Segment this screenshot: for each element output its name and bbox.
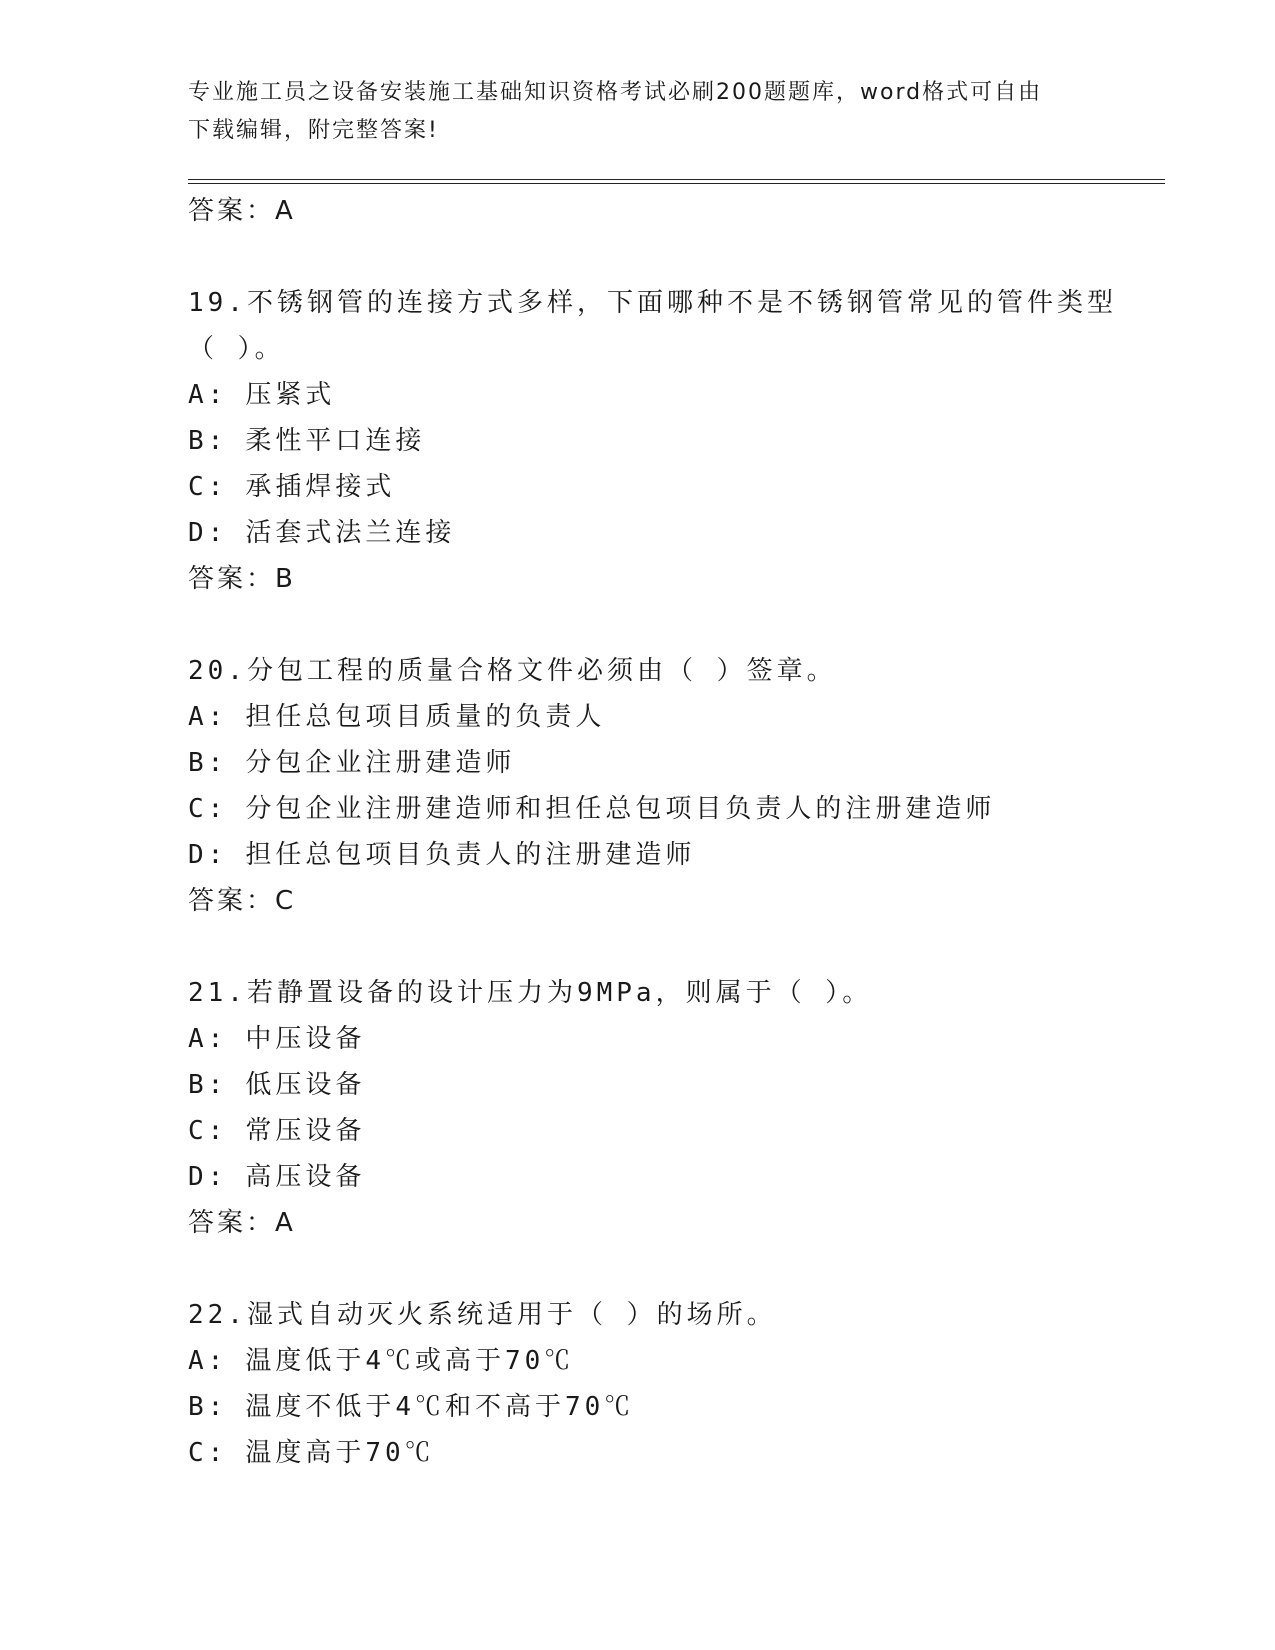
option-a	[188, 1338, 1148, 1384]
option-letter: C	[188, 472, 208, 502]
option-letter: A	[188, 380, 208, 410]
previous-answer: 答案：A	[188, 196, 296, 226]
option-text: 温度高于70℃	[245, 1438, 435, 1468]
option-separator: :	[207, 1162, 228, 1192]
question-stem: 19.不锈钢管的连接方式多样，下面哪种不是不锈钢管常见的管件类型	[188, 288, 1117, 318]
question-stem-continued: （ ）。	[188, 334, 285, 364]
spacer	[188, 1246, 1148, 1292]
option-text: 活套式法兰连接	[245, 518, 456, 548]
option-d	[188, 1154, 1148, 1200]
option-letter: B	[188, 426, 208, 456]
option-letter: D	[188, 518, 208, 548]
option-letter: A	[188, 1024, 208, 1054]
option-letter: C	[188, 1116, 208, 1146]
question-21	[188, 970, 1148, 1246]
option-separator: :	[207, 518, 228, 548]
option-text: 高压设备	[245, 1162, 366, 1192]
option-separator: :	[207, 1024, 228, 1054]
option-separator: :	[207, 1392, 228, 1422]
answer-label: 答案：A	[188, 1208, 296, 1238]
option-separator: :	[207, 472, 228, 502]
option-b	[188, 1384, 1148, 1430]
option-text: 低压设备	[245, 1070, 366, 1100]
spacer	[188, 234, 1148, 280]
option-separator: :	[207, 748, 228, 778]
option-b	[188, 1062, 1148, 1108]
option-separator: :	[207, 1116, 228, 1146]
option-text: 温度不低于4℃和不高于70℃	[245, 1392, 635, 1422]
option-letter: C	[188, 794, 208, 824]
option-letter: B	[188, 1070, 208, 1100]
option-letter: D	[188, 840, 208, 870]
option-text: 柔性平口连接	[245, 426, 426, 456]
option-text: 分包企业注册建造师	[245, 748, 516, 778]
option-text: 担任总包项目负责人的注册建造师	[245, 840, 696, 870]
option-text: 分包企业注册建造师和担任总包项目负责人的注册建造师	[245, 794, 996, 824]
header-line-2: 下载编辑，附完整答案!	[188, 118, 439, 143]
option-separator: :	[207, 426, 228, 456]
option-a	[188, 372, 1148, 418]
option-c	[188, 1108, 1148, 1154]
option-text: 担任总包项目质量的负责人	[245, 702, 606, 732]
option-text: 压紧式	[245, 380, 336, 410]
question-22	[188, 1292, 1148, 1476]
spacer	[188, 602, 1148, 648]
option-text: 中压设备	[245, 1024, 366, 1054]
option-separator: :	[207, 380, 228, 410]
header-line-1: 专业施工员之设备安装施工基础知识资格考试必刷200题题库，word格式可自由	[188, 80, 1043, 105]
question-stem: 22.湿式自动灭火系统适用于（ ）的场所。	[188, 1300, 777, 1330]
option-letter: A	[188, 1346, 208, 1376]
option-b	[188, 740, 1148, 786]
option-separator: :	[207, 1070, 228, 1100]
option-d	[188, 510, 1148, 556]
option-letter: A	[188, 702, 208, 732]
option-c	[188, 1430, 1148, 1476]
option-letter: D	[188, 1162, 208, 1192]
option-text: 温度低于4℃或高于70℃	[245, 1346, 575, 1376]
option-separator: :	[207, 1438, 228, 1468]
question-stem: 20.分包工程的质量合格文件必须由（ ）签章。	[188, 656, 837, 686]
option-c	[188, 786, 1148, 832]
question-stem: 21.若静置设备的设计压力为9MPa，则属于（ ）。	[188, 978, 873, 1008]
question-list	[188, 188, 1148, 1476]
header-divider-top	[188, 179, 1165, 180]
question-19	[188, 280, 1148, 602]
option-separator: :	[207, 702, 228, 732]
option-text: 常压设备	[245, 1116, 366, 1146]
option-separator: :	[207, 794, 228, 824]
option-d	[188, 832, 1148, 878]
option-letter: C	[188, 1438, 208, 1468]
answer-label: 答案：C	[188, 886, 297, 916]
option-text: 承插焊接式	[245, 472, 396, 502]
option-a	[188, 1016, 1148, 1062]
option-letter: B	[188, 748, 208, 778]
question-20	[188, 648, 1148, 924]
option-separator: :	[207, 840, 228, 870]
option-a	[188, 694, 1148, 740]
document-header	[188, 74, 1068, 150]
option-b	[188, 418, 1148, 464]
answer-label: 答案：B	[188, 564, 296, 594]
spacer	[188, 924, 1148, 970]
option-letter: B	[188, 1392, 208, 1422]
header-divider-bottom	[188, 183, 1165, 184]
option-separator: :	[207, 1346, 228, 1376]
option-c	[188, 464, 1148, 510]
